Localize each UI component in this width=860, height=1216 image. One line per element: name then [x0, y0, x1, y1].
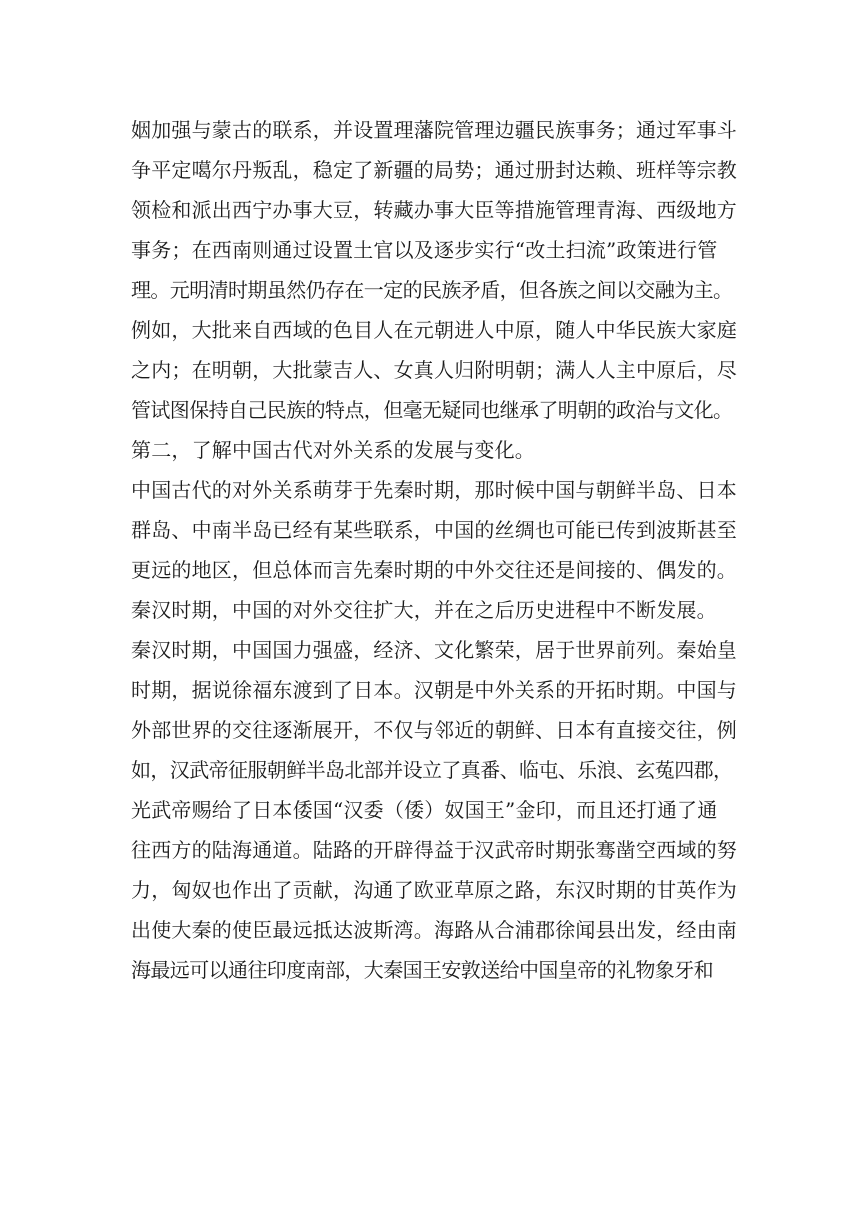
text-line: 光武帝赐给了日本倭国“汉委（倭）奴国王”金印，而且还打通了通	[131, 798, 718, 822]
text-line: 秦汉时期，中国的对外交往扩大，并在之后历史进程中不断发展。	[131, 598, 717, 622]
text-line: 往西方的陆海通道。陆路的开辟得益于汉武帝时期张骞凿空西域的努	[131, 838, 737, 862]
text-line: 群岛、中南半岛已经有某些联系，中国的丝绸也可能已传到波斯甚至	[131, 518, 737, 542]
text-line: 中国古代的对外关系萌芽于先秦时期，那时候中国与朝鲜半岛、日本	[131, 478, 737, 502]
body-text	[131, 110, 741, 990]
text-line: 事务；在西南则通过设置土官以及逐步实行“改土扫流”政策进行管	[131, 238, 718, 262]
text-line: 出使大秦的使臣最远抵达波斯湾。海路从合浦郡徐闻县出发，经由南	[131, 918, 737, 942]
text-line: 管试图保持自己民族的特点，但毫无疑同也继承了明朝的政治与文化。	[131, 398, 733, 422]
text-line: 如，汉武帝征服朝鲜半岛北部并设立了真番、临屯、乐浪、玄菟四郡，	[131, 758, 733, 782]
text-line: 姻加强与蒙古的联系，并设置理藩院管理边疆民族事务；通过军事斗	[131, 118, 737, 142]
text-line: 争平定噶尔丹叛乱，稳定了新疆的局势；通过册封达赖、班样等宗教	[131, 158, 737, 182]
text-line: 外部世界的交往逐渐展开，不仅与邻近的朝鲜、日本有直接交往，例	[131, 718, 737, 742]
text-line: 例如，大批来自西域的色目人在元朝进人中原，随人中华民族大家庭	[131, 318, 737, 342]
section-heading: 第二，了解中国古代对外关系的发展与变化。	[131, 438, 535, 462]
text-line: 领检和派出西宁办事大豆，转藏办事大臣等措施管理青海、西级地方	[131, 198, 737, 222]
text-line: 更远的地区，但总体而言先秦时期的中外交往还是间接的、偶发的。	[131, 558, 737, 582]
text-line: 理。元明清时期虽然仍存在一定的民族矛盾，但各族之间以交融为主。	[131, 278, 733, 302]
text-line: 力，匈奴也作出了贡献，沟通了欧亚草原之路，东汉时期的甘英作为	[131, 878, 737, 902]
text-line: 秦汉时期，中国国力强盛，经济、文化繁荣，居于世界前列。秦始皇	[131, 638, 737, 662]
text-line: 时期，据说徐福东渡到了日本。汉朝是中外关系的开拓时期。中国与	[131, 678, 737, 702]
text-line: 海最远可以通往印度南部，大秦国王安敦送给中国皇帝的礼物象牙和	[131, 958, 713, 982]
text-line: 之内；在明朝，大批蒙吉人、女真人归附明朝；满人人主中原后，尽	[131, 358, 737, 382]
